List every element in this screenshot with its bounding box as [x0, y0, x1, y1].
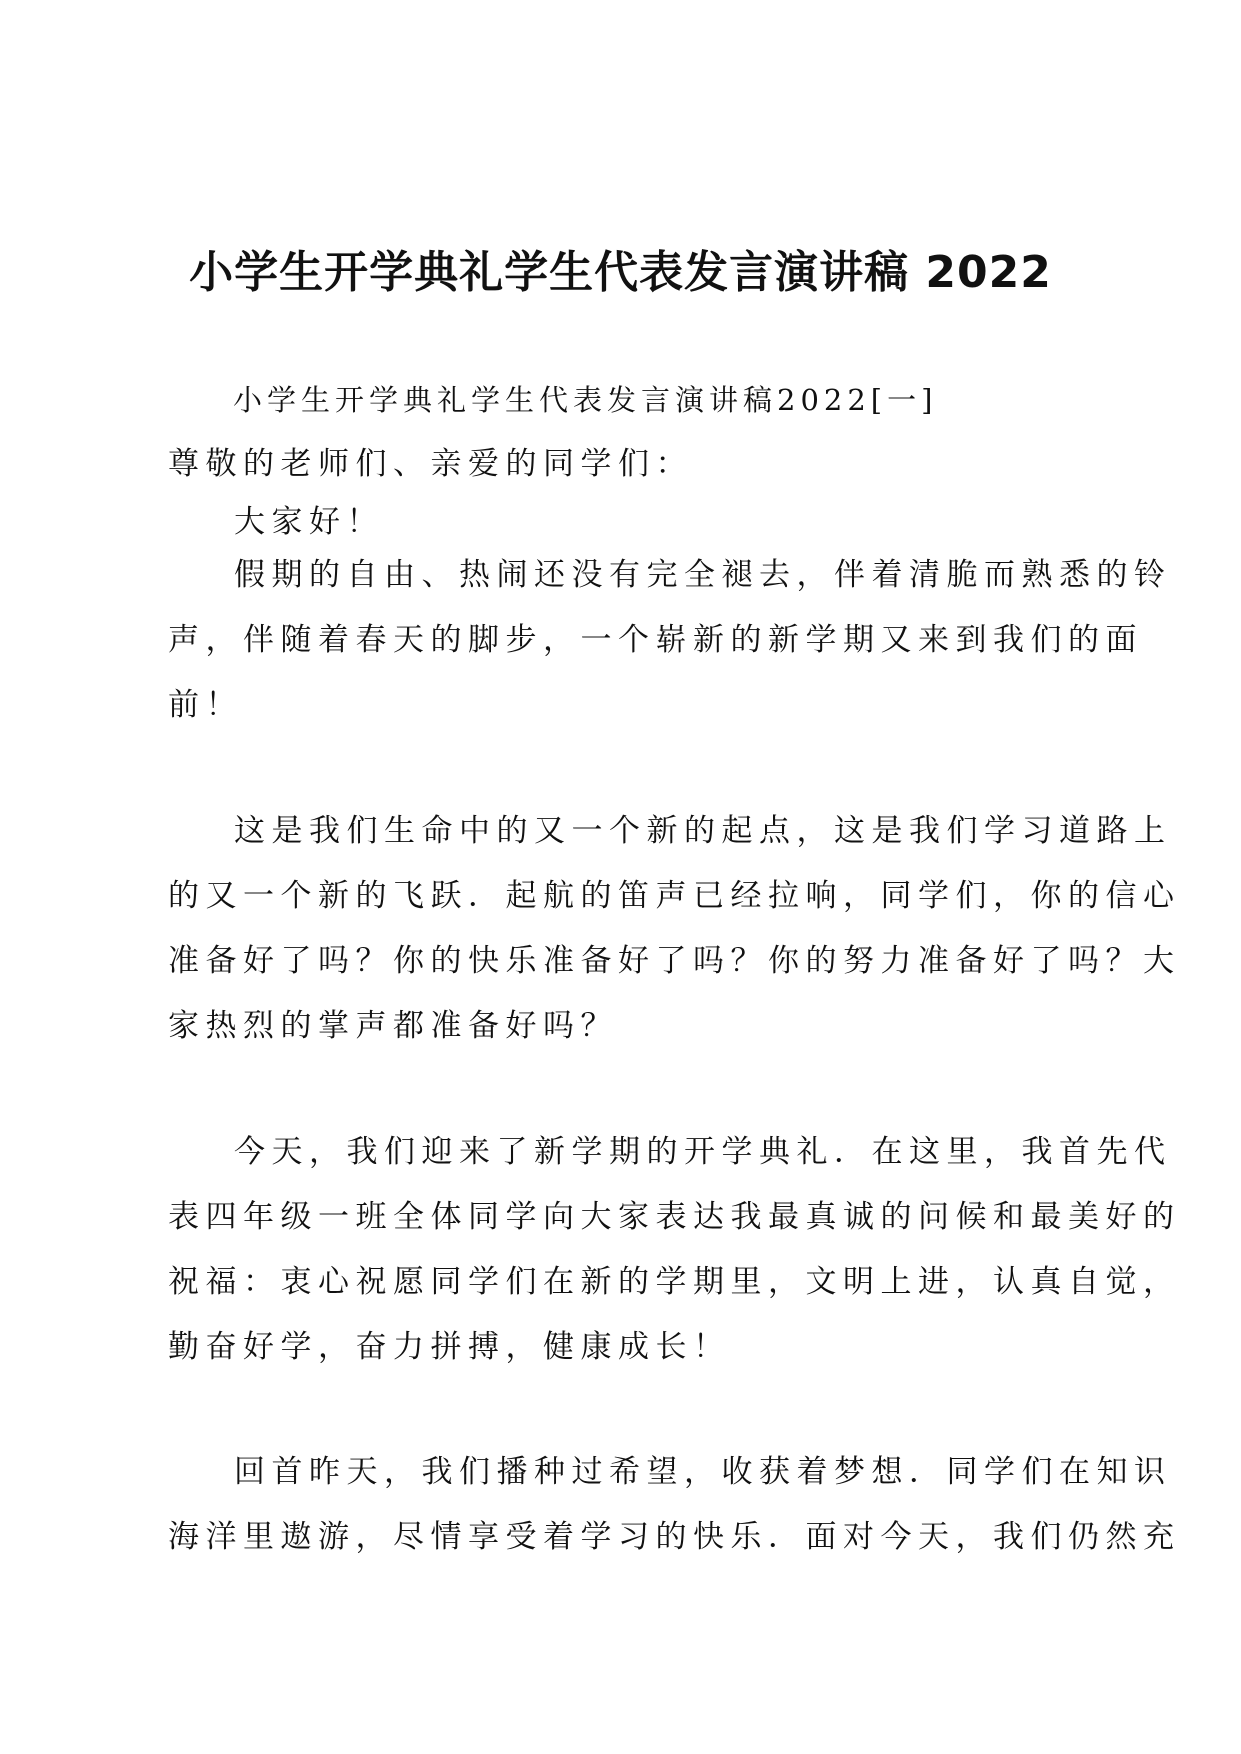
paragraph-line: 的又一个新的飞跃．起航的笛声已经拉响，同学们，你的信心 [168, 878, 1181, 914]
paragraph-line: 假期的自由、热闹还没有完全褪去，伴着清脆而熟悉的铃 [234, 557, 1172, 593]
paragraph-line: 海洋里遨游，尽情享受着学习的快乐．面对今天，我们仍然充 [168, 1519, 1181, 1555]
paragraph-line: 这是我们生命中的又一个新的起点，这是我们学习道路上 [234, 813, 1172, 849]
paragraph-line: 勤奋好学，奋力拼搏，健康成长！ [168, 1329, 731, 1365]
paragraph-4 [168, 1440, 1181, 1570]
paragraph-line: 回首昨天，我们播种过希望，收获着梦想．同学们在知识 [234, 1454, 1172, 1490]
salutation [168, 432, 1073, 497]
paragraph-line: 家热烈的掌声都准备好吗？ [168, 1008, 618, 1044]
paragraph-line: 声，伴随着春天的脚步，一个崭新的新学期又来到我们的面 [168, 622, 1143, 658]
greeting-line: 大家好！ [234, 504, 384, 540]
paragraph-1 [168, 543, 1172, 738]
paragraph-line: 准备好了吗？你的快乐准备好了吗？你的努力准备好了吗？大 [168, 943, 1181, 979]
document-title: 小学生开学典礼学生代表发言演讲稿 2022 [189, 247, 1052, 298]
document-subtitle: 小学生开学典礼学生代表发言演讲稿2022[一] [233, 383, 938, 417]
paragraph-line: 今天，我们迎来了新学期的开学典礼．在这里，我首先代 [234, 1134, 1172, 1170]
paragraph-line: 前！ [168, 687, 243, 723]
paragraph-line: 祝福：衷心祝愿同学们在新的学期里，文明上进，认真自觉， [168, 1264, 1181, 1300]
paragraph-3 [168, 1120, 1181, 1380]
salutation-line: 尊敬的老师们、亲爱的同学们： [168, 446, 693, 482]
paragraph-2 [168, 799, 1181, 1059]
paragraph-line: 表四年级一班全体同学向大家表达我最真诚的问候和最美好的 [168, 1199, 1181, 1235]
